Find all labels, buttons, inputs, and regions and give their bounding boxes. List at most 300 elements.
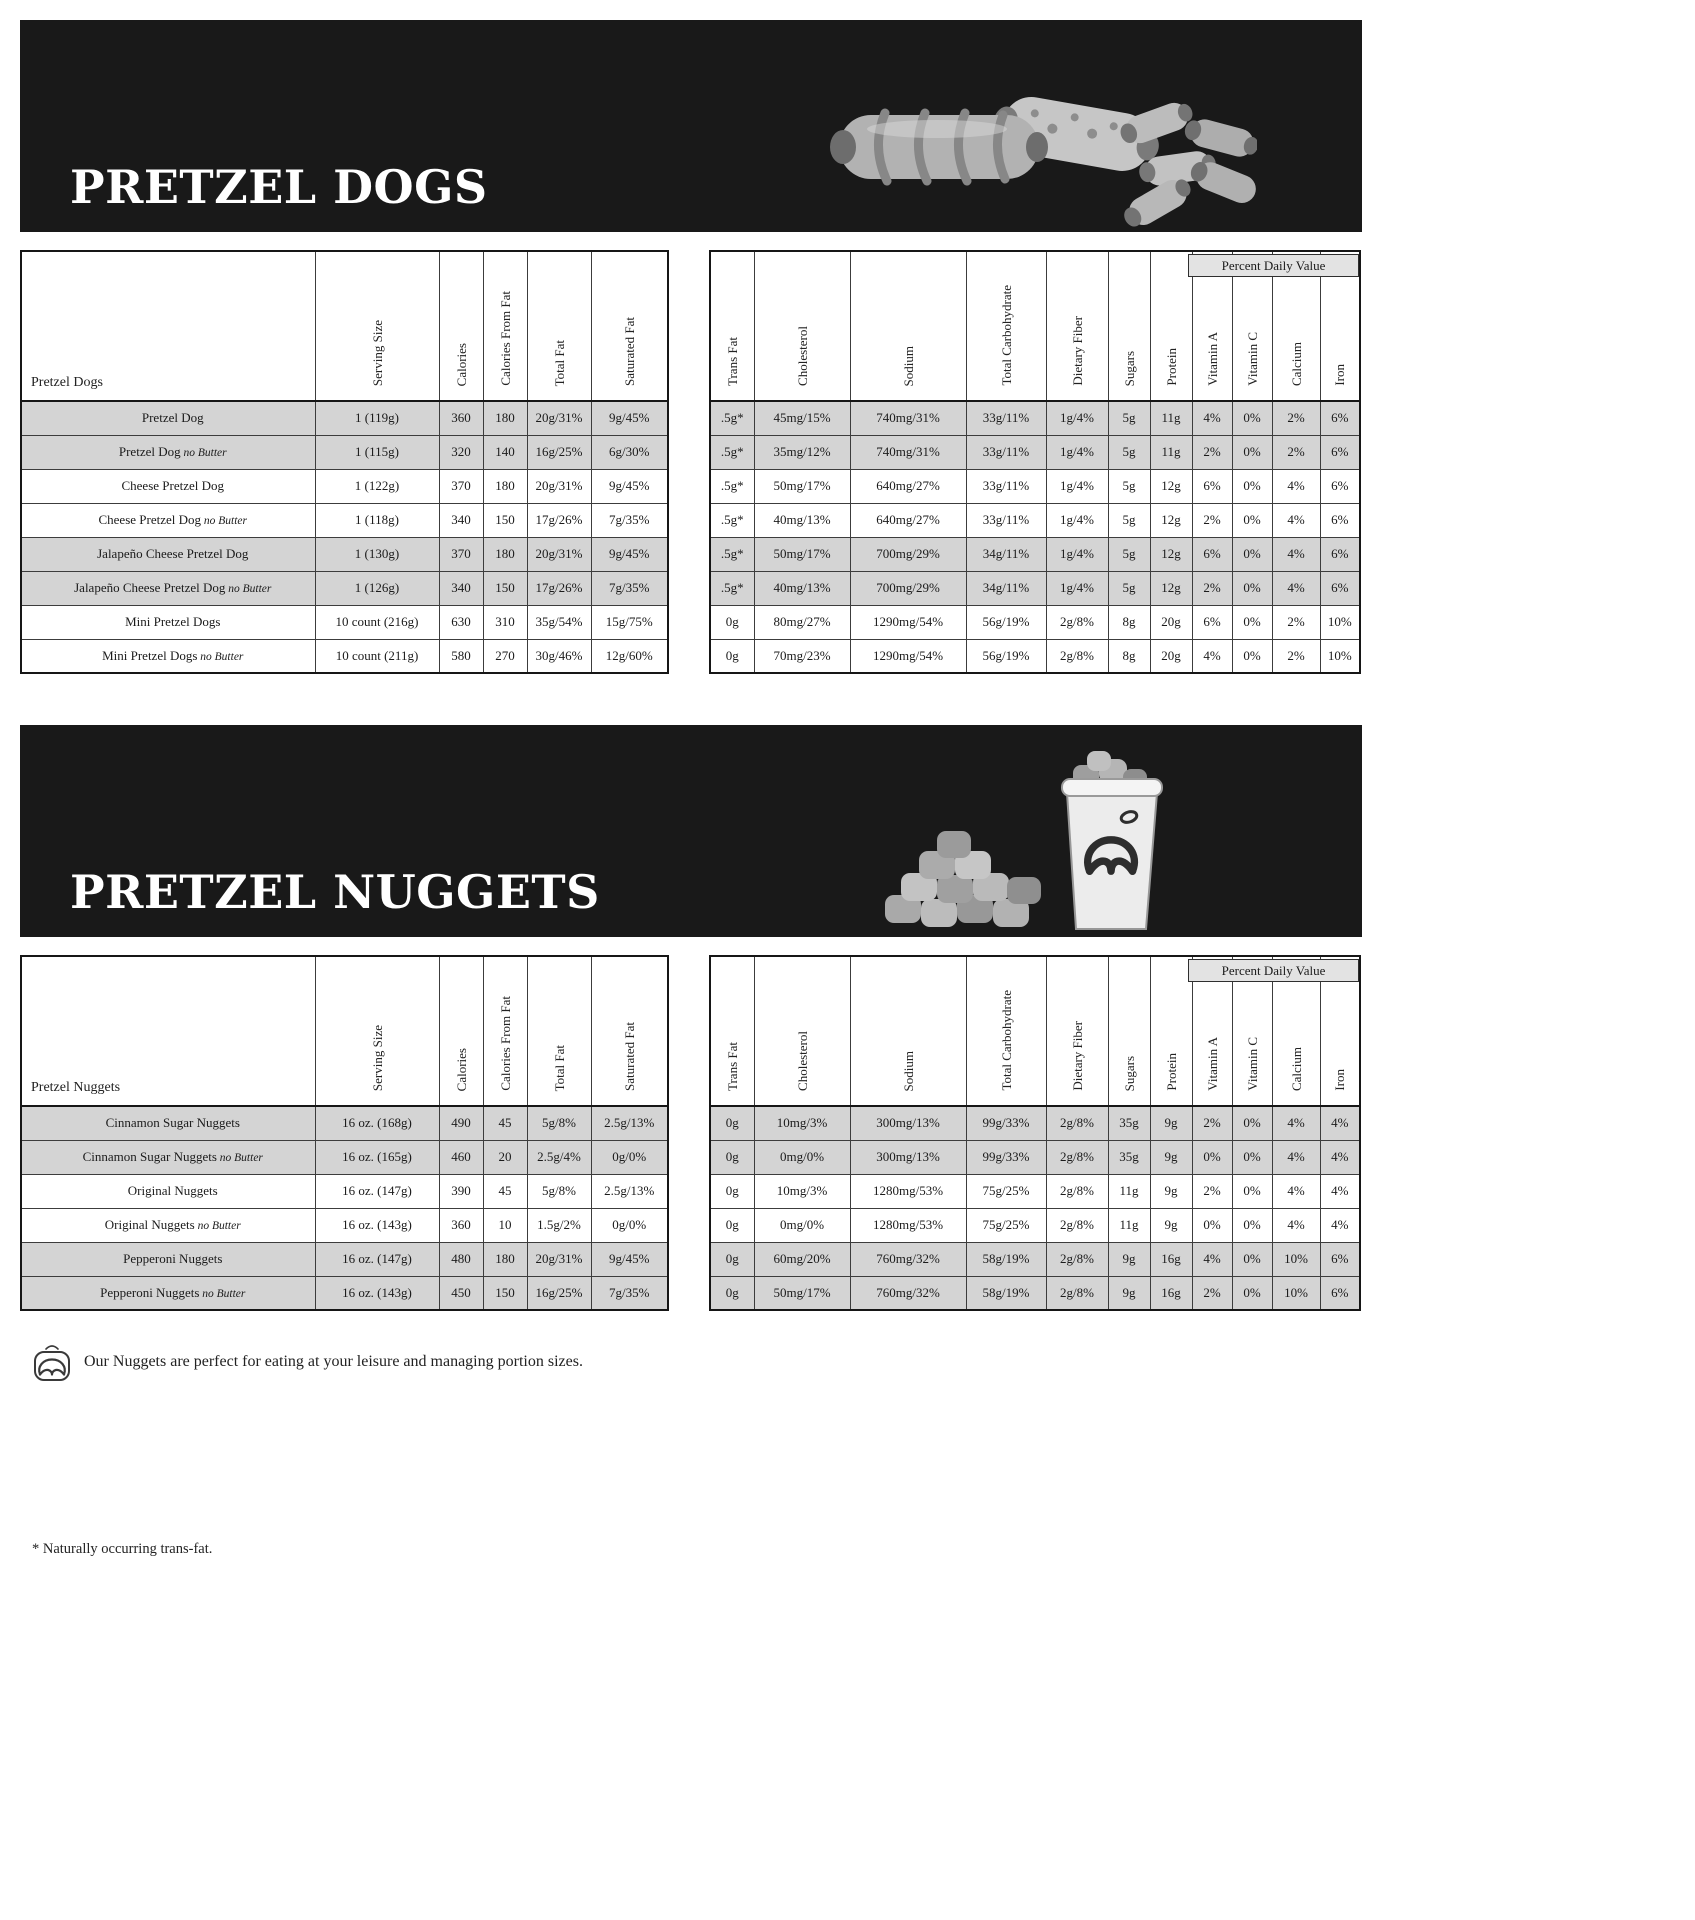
column-header-serving-size: Serving Size — [315, 251, 439, 401]
cell-total-fat: 20g/31% — [527, 1242, 591, 1276]
cell-total-fat: 5g/8% — [527, 1106, 591, 1140]
cell-cholesterol: 0mg/0% — [754, 1140, 850, 1174]
cell-calories-from-fat: 180 — [483, 469, 527, 503]
cell-calories-from-fat: 20 — [483, 1140, 527, 1174]
cell-vitamin-a: 2% — [1192, 503, 1232, 537]
cell-iron: 6% — [1320, 537, 1360, 571]
cell-sodium: 1280mg/53% — [850, 1174, 966, 1208]
item-name: Cinnamon Sugar Nuggets no Butter — [21, 1140, 315, 1174]
cell-total-carbohydrate: 33g/11% — [966, 435, 1046, 469]
cell-vitamin-a: 0% — [1192, 1208, 1232, 1242]
cell-calcium: 4% — [1272, 503, 1320, 537]
cell-calcium: 2% — [1272, 435, 1320, 469]
table-row — [21, 469, 668, 503]
table-row — [710, 1174, 1360, 1208]
cell-total-carbohydrate: 58g/19% — [966, 1242, 1046, 1276]
item-variant: no Butter — [180, 447, 227, 459]
pretzel-dogs-micros-wrap — [709, 250, 1361, 674]
table-row — [710, 503, 1360, 537]
cell-total-fat: 30g/46% — [527, 639, 591, 673]
pretzel-nuggets-micros-wrap — [709, 955, 1361, 1311]
pretzel-dogs-photo — [827, 63, 1257, 228]
cell-cholesterol: 50mg/17% — [754, 469, 850, 503]
cell-vitamin-c: 0% — [1232, 1242, 1272, 1276]
column-header-trans-fat: Trans Fat — [710, 251, 754, 401]
cell-cholesterol: 40mg/13% — [754, 503, 850, 537]
column-header-iron: Iron — [1320, 956, 1360, 1106]
cell-vitamin-a: 4% — [1192, 1242, 1232, 1276]
cell-total-carbohydrate: 58g/19% — [966, 1276, 1046, 1310]
table-row — [710, 639, 1360, 673]
cell-trans-fat: 0g — [710, 1140, 754, 1174]
cell-calcium: 10% — [1272, 1242, 1320, 1276]
cell-sugars: 35g — [1108, 1140, 1150, 1174]
cell-sugars: 35g — [1108, 1106, 1150, 1140]
percent-daily-value-label: Percent Daily Value — [1188, 254, 1359, 277]
cell-calories: 340 — [439, 571, 483, 605]
cell-protein: 11g — [1150, 401, 1192, 435]
item-name: Jalapeño Cheese Pretzel Dog — [21, 537, 315, 571]
cell-saturated-fat: 9g/45% — [591, 537, 668, 571]
section-pretzel-dogs — [20, 20, 1382, 674]
cell-calories-from-fat: 10 — [483, 1208, 527, 1242]
cell-calories: 360 — [439, 401, 483, 435]
cell-iron: 4% — [1320, 1106, 1360, 1140]
cell-calories: 390 — [439, 1174, 483, 1208]
cell-total-fat: 16g/25% — [527, 435, 591, 469]
column-header-protein: Protein — [1150, 956, 1192, 1106]
column-header-serving-size: Serving Size — [315, 956, 439, 1106]
cell-saturated-fat: 9g/45% — [591, 1242, 668, 1276]
table-gap — [669, 250, 709, 674]
cell-sodium: 640mg/27% — [850, 503, 966, 537]
cell-calcium: 2% — [1272, 401, 1320, 435]
cell-iron: 6% — [1320, 469, 1360, 503]
cell-sugars: 9g — [1108, 1276, 1150, 1310]
cell-trans-fat: 0g — [710, 639, 754, 673]
cell-serving-size: 1 (122g) — [315, 469, 439, 503]
cell-saturated-fat: 7g/35% — [591, 503, 668, 537]
cell-iron: 4% — [1320, 1140, 1360, 1174]
table-row — [21, 1242, 668, 1276]
item-variant: no Butter — [201, 515, 248, 527]
cell-cholesterol: 50mg/17% — [754, 537, 850, 571]
table-row — [710, 1242, 1360, 1276]
cell-vitamin-a: 6% — [1192, 605, 1232, 639]
section-pretzel-nuggets — [20, 725, 1382, 1311]
cell-dietary-fiber: 1g/4% — [1046, 469, 1108, 503]
pretzel-nuggets-tables — [20, 955, 1382, 1311]
cell-total-fat: 5g/8% — [527, 1174, 591, 1208]
cell-sodium: 740mg/31% — [850, 435, 966, 469]
cell-calories-from-fat: 150 — [483, 1276, 527, 1310]
table-row — [710, 1208, 1360, 1242]
percent-daily-value-label: Percent Daily Value — [1188, 959, 1359, 982]
cell-serving-size: 16 oz. (147g) — [315, 1174, 439, 1208]
column-header-vitamin-c: Vitamin C — [1232, 956, 1272, 1106]
cell-total-fat: 20g/31% — [527, 537, 591, 571]
item-name: Pepperoni Nuggets — [21, 1242, 315, 1276]
pretzel-nuggets-micros-table — [709, 955, 1361, 1311]
cell-dietary-fiber: 2g/8% — [1046, 605, 1108, 639]
cell-calories-from-fat: 150 — [483, 571, 527, 605]
cell-saturated-fat: 6g/30% — [591, 435, 668, 469]
cell-vitamin-c: 0% — [1232, 605, 1272, 639]
cell-iron: 10% — [1320, 639, 1360, 673]
cell-serving-size: 1 (130g) — [315, 537, 439, 571]
cell-protein: 9g — [1150, 1106, 1192, 1140]
pretzel-nuggets-macros-table — [20, 955, 669, 1311]
cell-trans-fat: 0g — [710, 1106, 754, 1140]
cell-total-fat: 17g/26% — [527, 503, 591, 537]
cell-trans-fat: 0g — [710, 1276, 754, 1310]
cell-trans-fat: .5g* — [710, 435, 754, 469]
cell-serving-size: 16 oz. (143g) — [315, 1208, 439, 1242]
cell-sugars: 5g — [1108, 571, 1150, 605]
cell-serving-size: 16 oz. (147g) — [315, 1242, 439, 1276]
cell-calories: 490 — [439, 1106, 483, 1140]
cell-total-fat: 35g/54% — [527, 605, 591, 639]
cell-sugars: 8g — [1108, 639, 1150, 673]
cell-dietary-fiber: 2g/8% — [1046, 1242, 1108, 1276]
cell-calcium: 4% — [1272, 1140, 1320, 1174]
cell-iron: 6% — [1320, 1242, 1360, 1276]
cell-sugars: 5g — [1108, 435, 1150, 469]
cell-sodium: 700mg/29% — [850, 571, 966, 605]
table-row — [710, 401, 1360, 435]
cell-dietary-fiber: 2g/8% — [1046, 1208, 1108, 1242]
cell-serving-size: 10 count (211g) — [315, 639, 439, 673]
item-variant: no Butter — [225, 583, 272, 595]
cell-vitamin-c: 0% — [1232, 537, 1272, 571]
cell-calcium: 10% — [1272, 1276, 1320, 1310]
cell-saturated-fat: 15g/75% — [591, 605, 668, 639]
section-title-pretzel-nuggets: PRETZEL NUGGETS — [70, 865, 600, 919]
cell-dietary-fiber: 2g/8% — [1046, 1276, 1108, 1310]
cell-calcium: 4% — [1272, 537, 1320, 571]
column-header-vitamin-a: Vitamin A — [1192, 251, 1232, 401]
cell-protein: 12g — [1150, 537, 1192, 571]
table-row — [21, 503, 668, 537]
cell-sodium: 640mg/27% — [850, 469, 966, 503]
cell-vitamin-c: 0% — [1232, 1174, 1272, 1208]
cell-vitamin-a: 2% — [1192, 571, 1232, 605]
cell-vitamin-c: 0% — [1232, 435, 1272, 469]
item-name: Original Nuggets no Butter — [21, 1208, 315, 1242]
cell-protein: 16g — [1150, 1276, 1192, 1310]
cell-sodium: 760mg/32% — [850, 1276, 966, 1310]
cell-total-carbohydrate: 33g/11% — [966, 503, 1046, 537]
cell-total-fat: 2.5g/4% — [527, 1140, 591, 1174]
cell-vitamin-a: 2% — [1192, 1174, 1232, 1208]
cell-total-carbohydrate: 75g/25% — [966, 1208, 1046, 1242]
cell-calories: 480 — [439, 1242, 483, 1276]
cell-sodium: 1290mg/54% — [850, 605, 966, 639]
cell-saturated-fat: 9g/45% — [591, 401, 668, 435]
cell-sodium: 300mg/13% — [850, 1106, 966, 1140]
cell-iron: 6% — [1320, 435, 1360, 469]
table-row — [21, 571, 668, 605]
cell-trans-fat: .5g* — [710, 503, 754, 537]
cell-calcium: 2% — [1272, 639, 1320, 673]
column-header-vitamin-a: Vitamin A — [1192, 956, 1232, 1106]
cell-saturated-fat: 0g/0% — [591, 1208, 668, 1242]
cell-total-carbohydrate: 56g/19% — [966, 639, 1046, 673]
cell-sodium: 740mg/31% — [850, 401, 966, 435]
column-header-dietary-fiber: Dietary Fiber — [1046, 251, 1108, 401]
cell-sugars: 5g — [1108, 401, 1150, 435]
column-header-total-carbohydrate: Total Carbohydrate — [966, 956, 1046, 1106]
cell-calories-from-fat: 45 — [483, 1106, 527, 1140]
cell-trans-fat: .5g* — [710, 537, 754, 571]
table-row — [21, 1208, 668, 1242]
cell-protein: 20g — [1150, 639, 1192, 673]
cell-calories-from-fat: 270 — [483, 639, 527, 673]
cell-vitamin-a: 2% — [1192, 435, 1232, 469]
cell-trans-fat: 0g — [710, 1242, 754, 1276]
cell-protein: 11g — [1150, 435, 1192, 469]
pretzel-dogs-tables — [20, 250, 1382, 674]
cell-sodium: 760mg/32% — [850, 1242, 966, 1276]
cell-dietary-fiber: 2g/8% — [1046, 639, 1108, 673]
table-row — [21, 1174, 668, 1208]
trans-fat-footnote: * Naturally occurring trans-fat. — [32, 1541, 213, 1557]
cell-cholesterol: 60mg/20% — [754, 1242, 850, 1276]
cell-vitamin-c: 0% — [1232, 1276, 1272, 1310]
cell-calcium: 4% — [1272, 571, 1320, 605]
table-corner-label: Pretzel Dogs — [21, 251, 315, 401]
cell-calories: 360 — [439, 1208, 483, 1242]
cell-total-carbohydrate: 56g/19% — [966, 605, 1046, 639]
cell-vitamin-a: 6% — [1192, 469, 1232, 503]
item-name: Cheese Pretzel Dog — [21, 469, 315, 503]
cell-calories-from-fat: 180 — [483, 537, 527, 571]
item-variant: no Butter — [197, 650, 244, 663]
cell-protein: 9g — [1150, 1174, 1192, 1208]
cell-calories: 370 — [439, 537, 483, 571]
cell-total-fat: 20g/31% — [527, 469, 591, 503]
cell-calories-from-fat: 180 — [483, 401, 527, 435]
column-header-cholesterol: Cholesterol — [754, 956, 850, 1106]
cell-sodium: 300mg/13% — [850, 1140, 966, 1174]
table-row — [21, 1276, 668, 1310]
cell-dietary-fiber: 1g/4% — [1046, 503, 1108, 537]
cell-calories: 340 — [439, 503, 483, 537]
cell-saturated-fat: 12g/60% — [591, 639, 668, 673]
cell-dietary-fiber: 1g/4% — [1046, 435, 1108, 469]
cell-trans-fat: 0g — [710, 1208, 754, 1242]
cell-total-carbohydrate: 34g/11% — [966, 571, 1046, 605]
table-row — [21, 639, 668, 673]
cell-sugars: 5g — [1108, 537, 1150, 571]
column-header-sodium: Sodium — [850, 251, 966, 401]
cell-cholesterol: 10mg/3% — [754, 1174, 850, 1208]
cell-calcium: 2% — [1272, 605, 1320, 639]
pretzel-nuggets-banner — [20, 725, 1362, 937]
cell-total-fat: 20g/31% — [527, 401, 591, 435]
cell-dietary-fiber: 1g/4% — [1046, 401, 1108, 435]
cell-sugars: 5g — [1108, 503, 1150, 537]
column-header-saturated-fat: Saturated Fat — [591, 956, 668, 1106]
item-name: Mini Pretzel Dogs no Butter — [21, 639, 315, 673]
cell-iron: 6% — [1320, 401, 1360, 435]
table-row — [21, 1106, 668, 1140]
table-row — [21, 537, 668, 571]
column-header-calories: Calories — [439, 251, 483, 401]
column-header-sugars: Sugars — [1108, 251, 1150, 401]
column-header-calories: Calories — [439, 956, 483, 1106]
table-row — [21, 435, 668, 469]
cell-trans-fat: 0g — [710, 605, 754, 639]
cell-cholesterol: 80mg/27% — [754, 605, 850, 639]
cell-cholesterol: 40mg/13% — [754, 571, 850, 605]
cell-total-fat: 17g/26% — [527, 571, 591, 605]
cell-protein: 9g — [1150, 1140, 1192, 1174]
cell-vitamin-c: 0% — [1232, 1140, 1272, 1174]
table-corner-label: Pretzel Nuggets — [21, 956, 315, 1106]
section-title-pretzel-dogs: PRETZEL DOGS — [70, 160, 488, 214]
cell-iron: 10% — [1320, 605, 1360, 639]
cell-iron: 6% — [1320, 503, 1360, 537]
cell-sugars: 11g — [1108, 1174, 1150, 1208]
column-header-trans-fat: Trans Fat — [710, 956, 754, 1106]
item-name: Pepperoni Nuggets no Butter — [21, 1276, 315, 1310]
item-variant: no Butter — [216, 1152, 263, 1164]
table-row — [21, 401, 668, 435]
cell-calcium: 4% — [1272, 1174, 1320, 1208]
column-header-dietary-fiber: Dietary Fiber — [1046, 956, 1108, 1106]
cell-calories: 580 — [439, 639, 483, 673]
cell-total-carbohydrate: 33g/11% — [966, 401, 1046, 435]
cell-calcium: 4% — [1272, 1106, 1320, 1140]
cell-total-carbohydrate: 33g/11% — [966, 469, 1046, 503]
cell-sugars: 8g — [1108, 605, 1150, 639]
cell-calories: 450 — [439, 1276, 483, 1310]
cell-iron: 4% — [1320, 1174, 1360, 1208]
cell-vitamin-a: 2% — [1192, 1106, 1232, 1140]
cell-calories: 460 — [439, 1140, 483, 1174]
cell-saturated-fat: 2.5g/13% — [591, 1174, 668, 1208]
column-header-calories-from-fat: Calories From Fat — [483, 956, 527, 1106]
cell-protein: 12g — [1150, 469, 1192, 503]
table-row — [710, 1140, 1360, 1174]
column-header-protein: Protein — [1150, 251, 1192, 401]
nuggets-note-text: Our Nuggets are perfect for eating at your leisure and managing portion sizes. — [84, 1353, 583, 1370]
column-header-total-fat: Total Fat — [527, 956, 591, 1106]
cell-sugars: 11g — [1108, 1208, 1150, 1242]
cell-iron: 4% — [1320, 1208, 1360, 1242]
item-name: Mini Pretzel Dogs — [21, 605, 315, 639]
cell-saturated-fat: 7g/35% — [591, 571, 668, 605]
cell-cholesterol: 0mg/0% — [754, 1208, 850, 1242]
pretzel-dogs-micros-table — [709, 250, 1361, 674]
cell-serving-size: 1 (126g) — [315, 571, 439, 605]
cell-calories-from-fat: 150 — [483, 503, 527, 537]
cell-calories: 370 — [439, 469, 483, 503]
cell-vitamin-a: 4% — [1192, 401, 1232, 435]
column-header-saturated-fat: Saturated Fat — [591, 251, 668, 401]
cell-calcium: 4% — [1272, 1208, 1320, 1242]
cell-dietary-fiber: 2g/8% — [1046, 1140, 1108, 1174]
column-header-cholesterol: Cholesterol — [754, 251, 850, 401]
cell-sodium: 1290mg/54% — [850, 639, 966, 673]
cell-saturated-fat: 7g/35% — [591, 1276, 668, 1310]
cell-sugars: 5g — [1108, 469, 1150, 503]
cell-dietary-fiber: 2g/8% — [1046, 1106, 1108, 1140]
cell-saturated-fat: 2.5g/13% — [591, 1106, 668, 1140]
cell-trans-fat: 0g — [710, 1174, 754, 1208]
cell-protein: 9g — [1150, 1208, 1192, 1242]
table-row — [710, 537, 1360, 571]
column-header-vitamin-c: Vitamin C — [1232, 251, 1272, 401]
cell-calories: 630 — [439, 605, 483, 639]
table-row — [710, 605, 1360, 639]
column-header-sodium: Sodium — [850, 956, 966, 1106]
cell-total-fat: 16g/25% — [527, 1276, 591, 1310]
cell-vitamin-c: 0% — [1232, 639, 1272, 673]
cell-serving-size: 1 (118g) — [315, 503, 439, 537]
item-name: Cheese Pretzel Dog no Butter — [21, 503, 315, 537]
cell-saturated-fat: 9g/45% — [591, 469, 668, 503]
cell-calories: 320 — [439, 435, 483, 469]
cell-calcium: 4% — [1272, 469, 1320, 503]
column-header-total-carbohydrate: Total Carbohydrate — [966, 251, 1046, 401]
cell-dietary-fiber: 1g/4% — [1046, 537, 1108, 571]
cell-cholesterol: 45mg/15% — [754, 401, 850, 435]
cell-vitamin-c: 0% — [1232, 469, 1272, 503]
cell-vitamin-a: 4% — [1192, 639, 1232, 673]
cell-calories-from-fat: 45 — [483, 1174, 527, 1208]
cell-serving-size: 10 count (216g) — [315, 605, 439, 639]
cell-total-carbohydrate: 75g/25% — [966, 1174, 1046, 1208]
cell-dietary-fiber: 2g/8% — [1046, 1174, 1108, 1208]
cell-calories-from-fat: 180 — [483, 1242, 527, 1276]
cell-protein: 16g — [1150, 1242, 1192, 1276]
pretzel-icon — [32, 1341, 72, 1383]
cell-serving-size: 16 oz. (143g) — [315, 1276, 439, 1310]
table-row — [21, 1140, 668, 1174]
item-name: Pretzel Dog — [21, 401, 315, 435]
column-header-calcium: Calcium — [1272, 956, 1320, 1106]
pretzel-dogs-banner — [20, 20, 1362, 232]
cell-serving-size: 1 (119g) — [315, 401, 439, 435]
cell-vitamin-a: 6% — [1192, 537, 1232, 571]
table-row — [710, 1106, 1360, 1140]
cell-serving-size: 1 (115g) — [315, 435, 439, 469]
nuggets-note-row — [32, 1341, 1382, 1383]
cell-trans-fat: .5g* — [710, 469, 754, 503]
cell-sodium: 700mg/29% — [850, 537, 966, 571]
table-row — [710, 435, 1360, 469]
cell-serving-size: 16 oz. (165g) — [315, 1140, 439, 1174]
cell-vitamin-c: 0% — [1232, 1106, 1272, 1140]
item-variant: no Butter — [194, 1220, 241, 1232]
cell-serving-size: 16 oz. (168g) — [315, 1106, 439, 1140]
cell-vitamin-c: 0% — [1232, 571, 1272, 605]
cell-vitamin-c: 0% — [1232, 401, 1272, 435]
cell-total-carbohydrate: 99g/33% — [966, 1140, 1046, 1174]
cell-trans-fat: .5g* — [710, 571, 754, 605]
table-row — [21, 605, 668, 639]
cell-protein: 20g — [1150, 605, 1192, 639]
cell-protein: 12g — [1150, 503, 1192, 537]
cell-total-carbohydrate: 99g/33% — [966, 1106, 1046, 1140]
cell-cholesterol: 70mg/23% — [754, 639, 850, 673]
cell-total-fat: 1.5g/2% — [527, 1208, 591, 1242]
table-row — [710, 571, 1360, 605]
pretzel-nuggets-photo — [877, 737, 1177, 937]
column-header-calories-from-fat: Calories From Fat — [483, 251, 527, 401]
